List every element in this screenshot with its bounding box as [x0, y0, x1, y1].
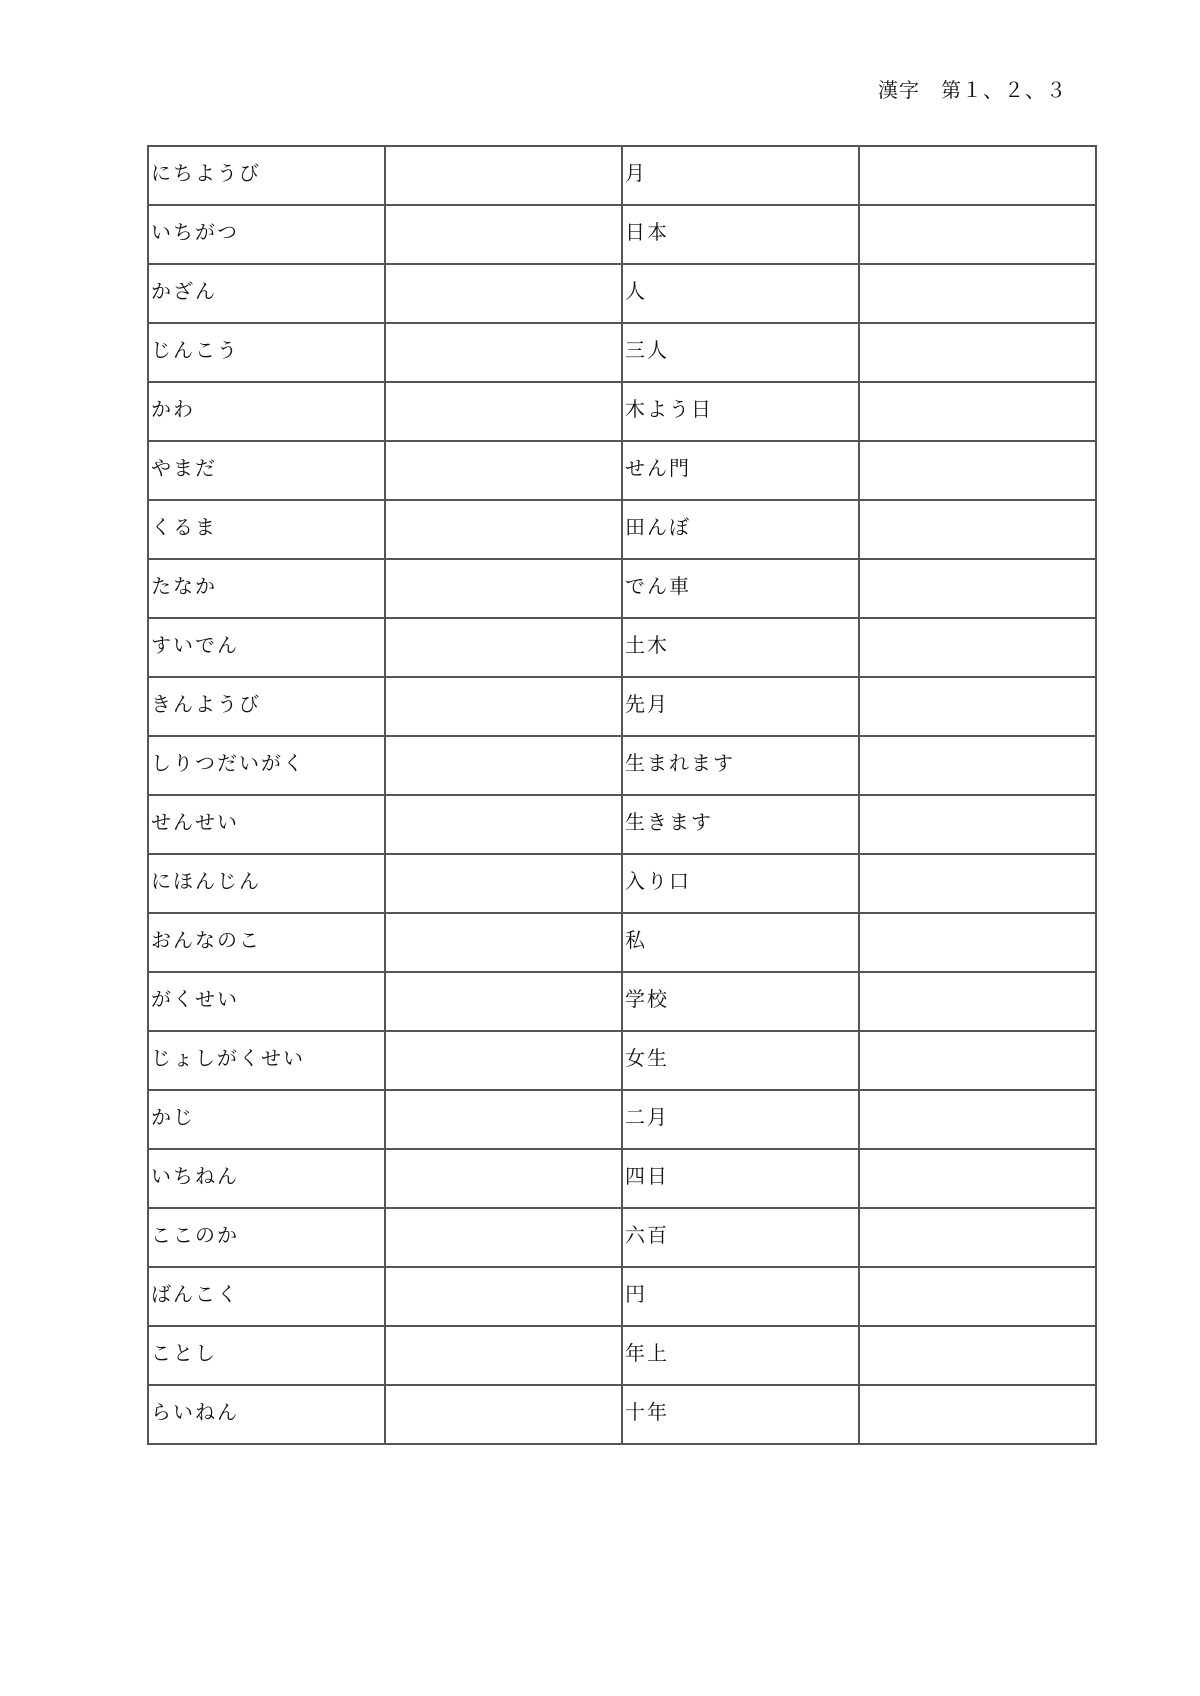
kanji-answer-field[interactable]	[385, 795, 622, 854]
kanji-cell	[622, 736, 859, 795]
table-row	[148, 382, 1096, 441]
reading-cell	[148, 618, 385, 677]
kanji-cell	[622, 618, 859, 677]
reading-answer-field[interactable]	[859, 382, 1096, 441]
reading-answer-field[interactable]	[859, 264, 1096, 323]
reading-cell	[148, 854, 385, 913]
kanji-cell-text: 二月	[625, 1105, 669, 1129]
kanji-cell-text: 年上	[625, 1341, 669, 1365]
reading-cell	[148, 1326, 385, 1385]
reading-cell-text: がくせい	[151, 987, 239, 1011]
kanji-answer-field[interactable]	[385, 1090, 622, 1149]
reading-answer-field[interactable]	[859, 618, 1096, 677]
table-row	[148, 1267, 1096, 1326]
kanji-answer-field[interactable]	[385, 854, 622, 913]
reading-cell-text: ばんこく	[151, 1282, 239, 1306]
kanji-cell	[622, 1090, 859, 1149]
reading-cell-text: にちようび	[151, 161, 261, 185]
kanji-cell	[622, 795, 859, 854]
kanji-cell	[622, 913, 859, 972]
reading-cell	[148, 736, 385, 795]
kanji-cell-text: せん門	[625, 456, 691, 480]
kanji-answer-field[interactable]	[385, 1385, 622, 1444]
kanji-cell-text: 日本	[625, 220, 669, 244]
reading-answer-field[interactable]	[859, 1326, 1096, 1385]
kanji-cell	[622, 264, 859, 323]
reading-cell-text: しりつだいがく	[151, 751, 305, 775]
kanji-cell-text: 田んぼ	[625, 515, 691, 539]
kanji-cell	[622, 382, 859, 441]
reading-cell-text: おんなのこ	[151, 928, 261, 952]
table-row	[148, 972, 1096, 1031]
reading-cell-text: かざん	[151, 279, 217, 303]
reading-answer-field[interactable]	[859, 1208, 1096, 1267]
kanji-cell-text: 土木	[625, 633, 669, 657]
kanji-answer-field[interactable]	[385, 146, 622, 205]
kanji-cell	[622, 500, 859, 559]
kanji-cell	[622, 972, 859, 1031]
reading-cell-text: じょしがくせい	[151, 1046, 305, 1070]
kanji-cell-text: 木よう日	[625, 397, 713, 421]
table-row	[148, 205, 1096, 264]
reading-cell	[148, 795, 385, 854]
reading-cell-text: いちがつ	[151, 220, 239, 244]
reading-answer-field[interactable]	[859, 854, 1096, 913]
kanji-cell	[622, 854, 859, 913]
kanji-cell	[622, 559, 859, 618]
reading-cell	[148, 382, 385, 441]
kanji-cell-text: 四日	[625, 1164, 669, 1188]
table-row	[148, 795, 1096, 854]
reading-cell-text: せんせい	[151, 810, 239, 834]
kanji-cell	[622, 1326, 859, 1385]
reading-answer-field[interactable]	[859, 795, 1096, 854]
kanji-cell-text: 円	[625, 1282, 647, 1306]
kanji-cell	[622, 1385, 859, 1444]
reading-answer-field[interactable]	[859, 736, 1096, 795]
reading-cell-text: らいねん	[151, 1400, 239, 1424]
reading-answer-field[interactable]	[859, 205, 1096, 264]
kanji-cell-text: 入り口	[625, 869, 691, 893]
reading-cell	[148, 146, 385, 205]
reading-cell	[148, 500, 385, 559]
reading-cell-text: すいでん	[151, 633, 239, 657]
kanji-answer-field[interactable]	[385, 559, 622, 618]
kanji-cell	[622, 205, 859, 264]
worksheet-body	[148, 146, 1096, 1444]
reading-cell	[148, 264, 385, 323]
reading-answer-field[interactable]	[859, 972, 1096, 1031]
table-row	[148, 736, 1096, 795]
reading-cell	[148, 913, 385, 972]
kanji-answer-field[interactable]	[385, 382, 622, 441]
table-row	[148, 618, 1096, 677]
reading-cell-text: ことし	[151, 1341, 217, 1365]
kanji-cell-text: 六百	[625, 1223, 669, 1247]
kanji-cell	[622, 146, 859, 205]
table-row	[148, 146, 1096, 205]
kanji-cell-text: 私	[625, 928, 647, 952]
kanji-answer-field[interactable]	[385, 736, 622, 795]
reading-answer-field[interactable]	[859, 1031, 1096, 1090]
kanji-cell-text: 先月	[625, 692, 669, 716]
table-row	[148, 1326, 1096, 1385]
kanji-cell	[622, 323, 859, 382]
table-row	[148, 1208, 1096, 1267]
reading-answer-field[interactable]	[859, 441, 1096, 500]
reading-answer-field[interactable]	[859, 500, 1096, 559]
kanji-answer-field[interactable]	[385, 323, 622, 382]
kanji-answer-field[interactable]	[385, 500, 622, 559]
page-title: 漢字 第１、２、３	[878, 78, 1067, 102]
kanji-cell	[622, 677, 859, 736]
kanji-cell	[622, 1208, 859, 1267]
kanji-answer-field[interactable]	[385, 618, 622, 677]
reading-answer-field[interactable]	[859, 677, 1096, 736]
reading-cell	[148, 441, 385, 500]
kanji-answer-field[interactable]	[385, 677, 622, 736]
reading-cell-text: にほんじん	[151, 869, 261, 893]
kanji-worksheet-table	[147, 145, 1097, 1445]
reading-cell	[148, 972, 385, 1031]
table-row	[148, 913, 1096, 972]
table-row	[148, 441, 1096, 500]
reading-answer-field[interactable]	[859, 323, 1096, 382]
kanji-cell-text: 女生	[625, 1046, 669, 1070]
kanji-cell-text: 月	[625, 161, 647, 185]
kanji-answer-field[interactable]	[385, 441, 622, 500]
reading-cell-text: やまだ	[151, 456, 217, 480]
reading-cell-text: くるま	[151, 515, 217, 539]
kanji-cell-text: 三人	[625, 338, 669, 362]
kanji-answer-field[interactable]	[385, 1208, 622, 1267]
table-row	[148, 559, 1096, 618]
reading-cell-text: かじ	[151, 1105, 195, 1129]
reading-cell	[148, 1208, 385, 1267]
kanji-answer-field[interactable]	[385, 264, 622, 323]
kanji-cell	[622, 1149, 859, 1208]
reading-answer-field[interactable]	[859, 146, 1096, 205]
reading-cell	[148, 1090, 385, 1149]
kanji-answer-field[interactable]	[385, 1149, 622, 1208]
kanji-answer-field[interactable]	[385, 913, 622, 972]
reading-cell	[148, 677, 385, 736]
kanji-cell	[622, 441, 859, 500]
reading-cell	[148, 559, 385, 618]
kanji-answer-field[interactable]	[385, 1267, 622, 1326]
kanji-cell	[622, 1031, 859, 1090]
kanji-answer-field[interactable]	[385, 972, 622, 1031]
kanji-answer-field[interactable]	[385, 1326, 622, 1385]
reading-cell	[148, 1267, 385, 1326]
kanji-answer-field[interactable]	[385, 205, 622, 264]
reading-cell	[148, 1031, 385, 1090]
kanji-cell-text: 生まれます	[625, 751, 735, 775]
reading-cell	[148, 323, 385, 382]
reading-cell-text: じんこう	[151, 338, 239, 362]
reading-cell	[148, 1385, 385, 1444]
kanji-answer-field[interactable]	[385, 1031, 622, 1090]
reading-cell	[148, 1149, 385, 1208]
table-row	[148, 500, 1096, 559]
reading-answer-field[interactable]	[859, 913, 1096, 972]
table-row	[148, 677, 1096, 736]
table-row	[148, 1149, 1096, 1208]
reading-answer-field[interactable]	[859, 1090, 1096, 1149]
kanji-cell-text: 人	[625, 279, 647, 303]
reading-cell-text: きんようび	[151, 692, 261, 716]
reading-answer-field[interactable]	[859, 1149, 1096, 1208]
kanji-cell-text: でん車	[625, 574, 691, 598]
kanji-cell-text: 十年	[625, 1400, 669, 1424]
reading-cell-text: かわ	[151, 397, 195, 421]
kanji-cell	[622, 1267, 859, 1326]
kanji-cell-text: 生きます	[625, 810, 713, 834]
table-row	[148, 1031, 1096, 1090]
reading-answer-field[interactable]	[859, 1267, 1096, 1326]
reading-cell-text: たなか	[151, 574, 217, 598]
reading-answer-field[interactable]	[859, 559, 1096, 618]
table-row	[148, 1090, 1096, 1149]
kanji-cell-text: 学校	[625, 987, 669, 1011]
reading-cell	[148, 205, 385, 264]
table-row	[148, 264, 1096, 323]
table-row	[148, 854, 1096, 913]
reading-answer-field[interactable]	[859, 1385, 1096, 1444]
table-row	[148, 1385, 1096, 1444]
reading-cell-text: ここのか	[151, 1223, 239, 1247]
reading-cell-text: いちねん	[151, 1164, 239, 1188]
table-row	[148, 323, 1096, 382]
